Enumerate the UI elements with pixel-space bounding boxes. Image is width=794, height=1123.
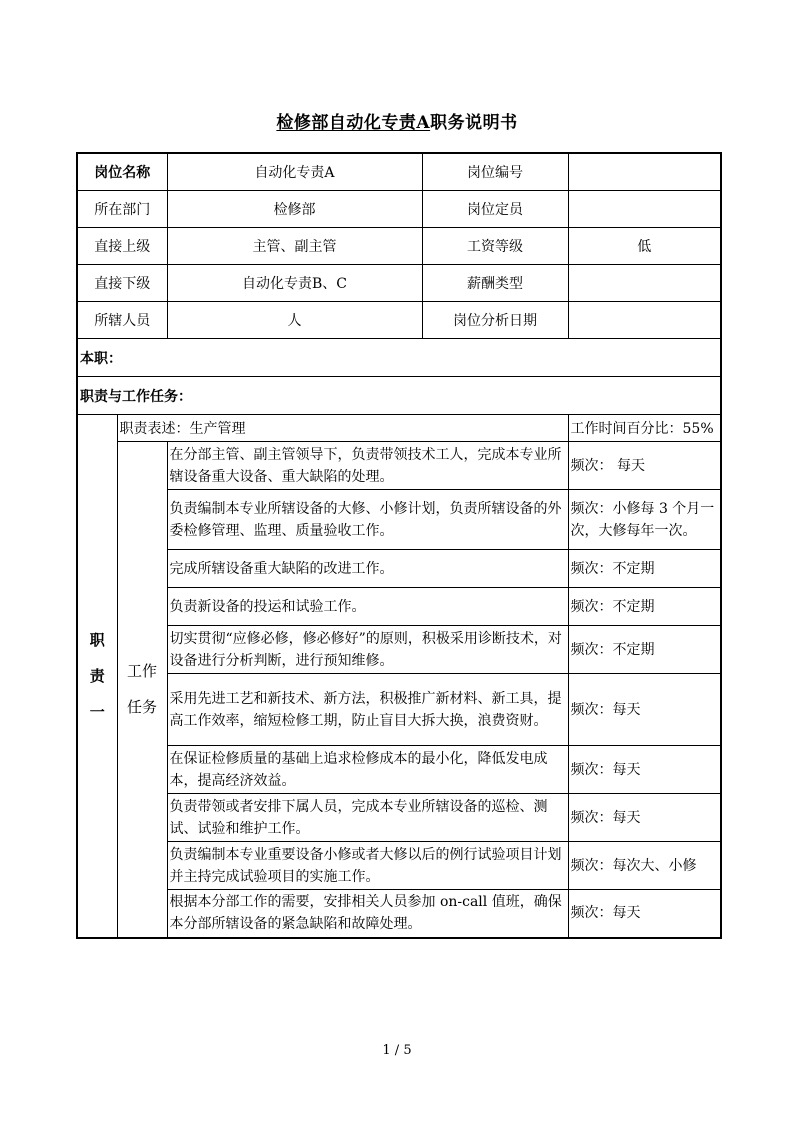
page-number: 1 / 5	[382, 1043, 412, 1058]
value-position-code	[568, 153, 721, 191]
task-text: 负责新设备的投运和试验工作。	[167, 588, 568, 626]
row-superior	[77, 228, 721, 265]
task-row	[77, 588, 721, 626]
task-frequency: 频次：每天	[568, 746, 721, 794]
value-salary-grade: 低	[568, 228, 721, 265]
row-duties-title	[77, 377, 721, 415]
task-label-line-2: 任务	[126, 698, 157, 717]
task-row	[77, 674, 721, 746]
task-frequency: 频次：每次大、小修	[568, 842, 721, 890]
job-description-table	[76, 152, 722, 939]
title-underlined: 检修部自动化专责A	[276, 113, 431, 133]
duty-description: 职责表述：生产管理	[117, 415, 568, 442]
duty-label-char-2: 责	[89, 666, 105, 685]
label-superior: 直接上级	[77, 228, 167, 265]
row-subordinate	[77, 265, 721, 302]
title-rest: 职务说明书	[430, 113, 518, 133]
task-text: 完成所辖设备重大缺陷的改进工作。	[167, 550, 568, 588]
label-pay-type: 薪酬类型	[422, 265, 568, 302]
value-superior: 主管、副主管	[167, 228, 422, 265]
row-duty-desc	[77, 415, 721, 442]
task-frequency: 频次： 每天	[568, 442, 721, 490]
task-row	[77, 890, 721, 938]
row-benzhi	[77, 339, 721, 377]
task-text: 负责编制本专业所辖设备的大修、小修计划，负责所辖设备的外委检修管理、监理、质量验收工作。	[167, 490, 568, 550]
label-headcount: 岗位定员	[422, 191, 568, 228]
task-row	[77, 550, 721, 588]
value-staff: 人	[167, 302, 422, 339]
duty-label	[77, 415, 117, 938]
task-row	[77, 842, 721, 890]
label-salary-grade: 工资等级	[422, 228, 568, 265]
label-staff: 所辖人员	[77, 302, 167, 339]
label-subordinate: 直接下级	[77, 265, 167, 302]
task-label-line-1: 工作	[126, 662, 157, 681]
task-frequency: 频次：不定期	[568, 626, 721, 674]
task-row	[77, 794, 721, 842]
value-subordinate: 自动化专责B、C	[167, 265, 422, 302]
task-row	[77, 626, 721, 674]
task-frequency: 频次：每天	[568, 890, 721, 938]
value-headcount	[568, 191, 721, 228]
task-frequency: 频次：每天	[568, 674, 721, 746]
task-row	[77, 442, 721, 490]
task-text: 根据本分部工作的需要，安排相关人员参加 on-call 值班，确保本分部所辖设备的紧急缺陷和故障处理。	[167, 890, 568, 938]
task-text: 采用先进工艺和新技术、新方法，积极推广新材料、新工具，提高工作效率，缩短检修工期，防止盲目大拆大换，浪费资财。	[167, 674, 568, 746]
label-position-name: 岗位名称	[77, 153, 167, 191]
task-text: 切实贯彻“应修必修，修必修好”的原则，积极采用诊断技术，对设备进行分析判断，进行预知维修。	[167, 626, 568, 674]
row-staff	[77, 302, 721, 339]
row-department	[77, 191, 721, 228]
task-frequency: 频次：不定期	[568, 550, 721, 588]
duty-percent: 工作时间百分比：55%	[568, 415, 721, 442]
value-department: 检修部	[167, 191, 422, 228]
value-pay-type	[568, 265, 721, 302]
task-frequency: 频次：小修每 3 个月一次，大修每年一次。	[568, 490, 721, 550]
task-text: 负责编制本专业重要设备小修或者大修以后的例行试验项目计划并主持完成试验项目的实施工作。	[167, 842, 568, 890]
task-label	[117, 442, 167, 938]
task-frequency: 频次：每天	[568, 794, 721, 842]
row-position-name	[77, 153, 721, 191]
duty-label-char-1: 职	[89, 630, 105, 649]
document-title	[0, 108, 794, 133]
task-text: 在分部主管、副主管领导下，负责带领技术工人，完成本专业所辖设备重大设备、重大缺陷的处理。	[167, 442, 568, 490]
value-analysis-date	[568, 302, 721, 339]
task-frequency: 频次：不定期	[568, 588, 721, 626]
task-text: 在保证检修质量的基础上追求检修成本的最小化，降低发电成本，提高经济效益。	[167, 746, 568, 794]
section-duties: 职责与工作任务：	[77, 377, 721, 415]
task-text: 负责带领或者安排下属人员，完成本专业所辖设备的巡检、测试、试验和维护工作。	[167, 794, 568, 842]
section-benzhi: 本职：	[77, 339, 721, 377]
label-department: 所在部门	[77, 191, 167, 228]
task-row	[77, 490, 721, 550]
duty-label-char-3: 一	[89, 702, 105, 721]
value-position-name: 自动化专责A	[167, 153, 422, 191]
label-position-code: 岗位编号	[422, 153, 568, 191]
label-analysis-date: 岗位分析日期	[422, 302, 568, 339]
task-row	[77, 746, 721, 794]
